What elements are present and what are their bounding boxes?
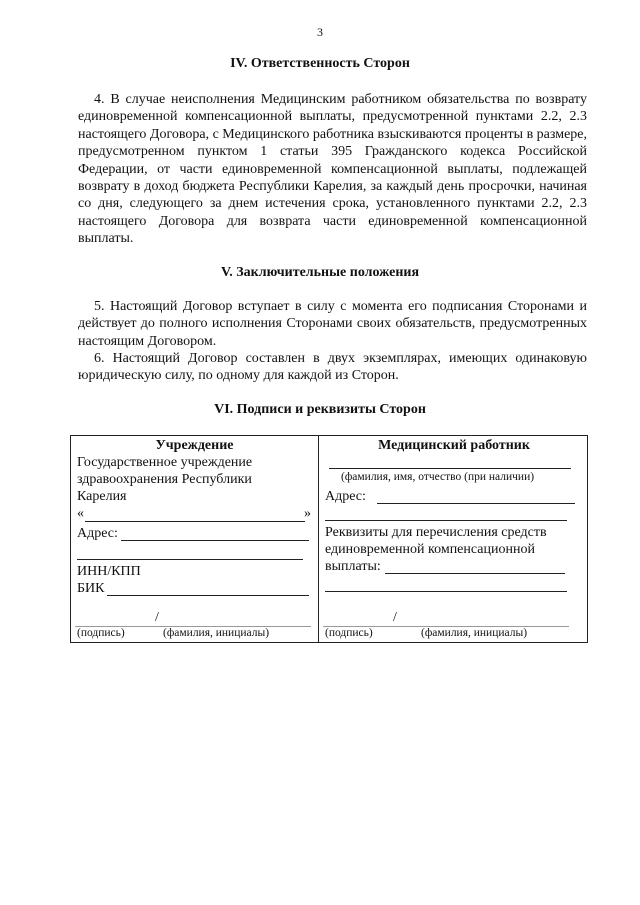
institution-address-blank-2[interactable] [77, 559, 303, 560]
page-number: 3 [317, 25, 323, 39]
section-5-paragraph-1: 5. Настоящий Договор вступает в силу с момента его подписания Сторонами и действует до полного исполнения Сторонами своих обязательств, предусмотренных настоящим Договором. [78, 299, 587, 349]
institution-bik-blank[interactable] [107, 595, 309, 596]
signatures-table [70, 435, 588, 643]
institution-name-line-2: здравоохранения Республики [77, 472, 252, 487]
worker-requisites-line-2: единовременной компенсационной [325, 542, 535, 557]
institution-inn-label: ИНН/КПП [77, 564, 141, 579]
institution-slash: / [155, 610, 159, 625]
institution-name-line-1: Государственное учреждение [77, 455, 253, 470]
institution-name-caption: (фамилия, инициалы) [163, 627, 270, 639]
worker-fio-blank[interactable] [329, 468, 571, 469]
section-5-title: V. Заключительные положения [220, 265, 420, 280]
worker-address-blank[interactable] [377, 503, 575, 504]
worker-slash: / [393, 610, 397, 625]
worker-address-label: Адрес: [325, 489, 366, 504]
institution-quote-close: » [304, 506, 311, 521]
worker-requisites-blank[interactable] [385, 573, 565, 574]
worker-requisites-line-3: выплаты: [325, 559, 381, 574]
worker-heading: Медицинский работник [378, 438, 530, 453]
worker-address-blank-2[interactable] [325, 520, 567, 521]
section-4-paragraph: 4. В случае неисполнения Медицинским работником обязательства по возврату единовременной компенсационной выплаты, предусмотренной пунктами 2.2, 2.3 настоящего Договора, с Медицинского работника взыскиваются проценты в размере, предусмотренном пунктом 1 статьи 395 Гражданского кодекса Российской Федерации, от части единовременной компенсационной выплаты, подлежащей возврату в доход бюджета Республики Карелия, за каждый день просрочки, начиная со дня, следующего за днем истечения срока, установленного пунктами 2.2, 2.3 настоящего Договора для возврата части единовременной компенсационной выплаты. [78, 92, 588, 247]
column-divider [318, 436, 319, 642]
institution-name-blank[interactable] [85, 521, 305, 522]
worker-requisites-blank-2[interactable] [325, 591, 567, 592]
section-4-title: IV. Ответственность Сторон [230, 56, 410, 71]
section-5-paragraph-2: 6. Настоящий Договор составлен в двух экземплярах, имеющих одинаковую юридическую силу, по одному для каждой из Сторон. [78, 351, 587, 384]
institution-name-line-3: Карелия [77, 489, 127, 504]
worker-sign-caption: (подпись) [325, 627, 373, 639]
institution-address-label: Адрес: [77, 526, 118, 541]
institution-quote-open: « [77, 506, 84, 521]
worker-requisites-line-1: Реквизиты для перечисления средств [325, 525, 547, 540]
institution-bik-label: БИК [77, 581, 105, 596]
worker-fio-caption: (фамилия, имя, отчество (при наличии) [341, 471, 535, 483]
section-6-title: VI. Подписи и реквизиты Сторон [214, 402, 426, 417]
institution-address-blank[interactable] [121, 540, 309, 541]
worker-name-caption: (фамилия, инициалы) [421, 627, 528, 639]
institution-heading: Учреждение [155, 438, 234, 453]
institution-sign-caption: (подпись) [77, 627, 125, 639]
